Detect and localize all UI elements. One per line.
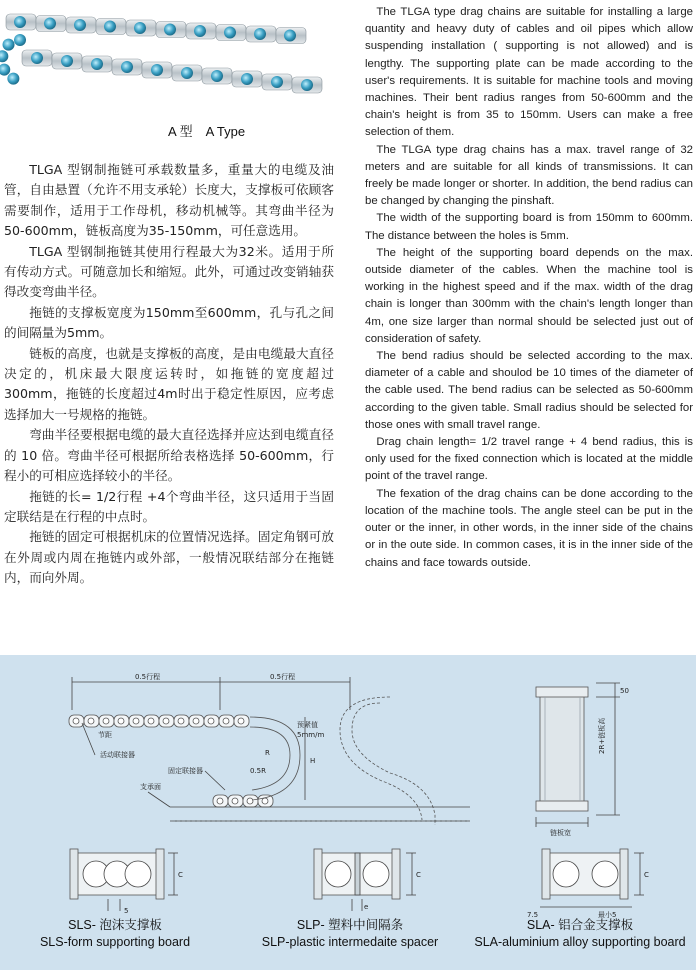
support-surface-label: 支承面 — [140, 783, 161, 791]
two-r-height-label: 2R+链板高 — [598, 717, 606, 754]
zh-paragraph: 拖链的长= 1/2行程 +4个弯曲半径，这只适用于当固定联结是在行程的中点时。 — [4, 488, 334, 524]
c-label-2: C — [416, 871, 421, 879]
r-label: R — [265, 749, 270, 757]
en-paragraph: Drag chain length= 1/2 travel range + 4 bend radius, this is only used for the fixed connection which is located at the middle point of the travel range. — [365, 436, 693, 483]
sla-caption-en: SLA-aluminium alloy supporting board — [474, 935, 686, 949]
sls-caption-zh: SLS- 泡沫支撑板 — [68, 918, 162, 932]
en-paragraph: The width of the supporting board is from 150mm to 600mm. The distance between the holes is 5mm. — [365, 212, 693, 242]
pitch-label: 节距 — [98, 731, 112, 739]
dim-7-5-label: 7.5 — [527, 911, 539, 919]
half-r-label: 0.5R — [250, 767, 266, 775]
half-travel-label: 0.5行程 — [270, 673, 296, 681]
sls-caption — [10, 917, 220, 951]
diagram-panel — [0, 655, 696, 970]
en-paragraph: The TLGA type drag chains has a max. travel range of 32 meters and are suitable for all kinds of transmissions. It can freely be made longer or shorter. In addition, the bend radius can be changed by changing the pinshaft. — [365, 143, 693, 208]
prestress-label: 预紧值 — [297, 721, 318, 729]
e-label: e — [364, 903, 369, 911]
prestress-unit: 5mm/m — [297, 731, 325, 739]
sls-board-drawing — [70, 849, 183, 915]
chinese-description — [4, 160, 334, 589]
dim-50-label: 50 — [620, 687, 629, 695]
zh-paragraph: 弯曲半径要根据电缆的最大直径选择并应达到电缆直径的 10 倍。弯曲半径可根据所给表格选择 50-600mm，行程小的可相应选择较小的半径。 — [4, 427, 334, 484]
sla-caption-zh: SLA- 铝合金支撑板 — [526, 918, 634, 932]
sla-caption — [466, 917, 694, 951]
movable-connector-label: 活动联接器 — [100, 751, 135, 759]
english-description — [365, 4, 693, 572]
en-paragraph: The bend radius should be selected according to the max. diameter of a cable and shoulod be 10 times of the diameter of the cable used. The bend radius can be selected as 50-600mm according to the given table. Small radius should be selected for those ones with small travel range. — [365, 350, 693, 431]
zh-paragraph: TLGA 型钢制拖链可承载数量多，重量大的电缆及油管，自由悬置（允许不用支承轮）长度大，支撑板可依顾客需要制作，适用于工作母机，移动机械等。其弯曲半径为50-600mm，链板高度为35-150mm，可任意选用。 — [4, 162, 334, 239]
zh-paragraph: TLGA 型钢制拖链其使用行程最大为32米。适用于所有传动方式。可随意加长和缩短。此外，可通过改变销轴获得改变弯曲半径。 — [4, 243, 334, 300]
slp-caption — [240, 917, 460, 951]
slp-caption-en: SLP-plastic intermedaite spacer — [261, 935, 439, 949]
c-label-3: C — [644, 871, 649, 879]
zh-paragraph: 链板的高度，也就是支撑板的高度，是由电缆最大直径决定的，机床最大限度运转时，如拖链的宽度超过300mm，拖链的长度超过4m时出于稳定性原因，应考虑选择加大一号规格的拖链。 — [4, 345, 334, 422]
slp-board-drawing — [314, 849, 421, 911]
min-5-label: 最小5 — [598, 911, 617, 919]
zh-paragraph: 拖链的支撑板宽度为150mm至600mm，孔与孔之间的间隔量为5mm。 — [4, 304, 334, 341]
sla-board-drawing — [527, 849, 649, 919]
en-paragraph: The TLGA type drag chains are suitable for installing a large quantity and heavy duty of cables and oil pipes which allow suspending installation ( supporting is not allowed) and is lengthy. The supporting plate can be made according to the user's requirements. It is suitable for machine tools and moving machines. Their bent radius ranges from 50-600mm and the chain's height is from 35 to 150mm. Users can make a free selection of them. — [365, 6, 693, 139]
en-paragraph: The fexation of the drag chains can be done according to the location of the machine tools. The angle steel can be put in the outer or the inner, in other words, in the inner side of the chains or in the oute side. In common cases, it is in the inner side of the chains and face towards outside. — [365, 487, 693, 569]
half-travel-label: 0.5行程 — [135, 673, 161, 681]
plate-width-label: 链板宽 — [550, 829, 571, 837]
dim-5-label: 5 — [124, 907, 129, 915]
sls-caption-en: SLS-form supporting board — [39, 935, 191, 949]
slp-caption-zh: SLP- 塑料中间隔条 — [296, 918, 404, 932]
fixed-connector-label: 固定联接器 — [168, 767, 203, 775]
en-paragraph: The height of the supporting board depends on the max. outside diameter of the cables. When the machine tool is working in the highest speed and if the max. width of the drag chain is longer than 300mm with the chain's length longer than 4m, one size larger than normal should be selected just out of consideration of safety. — [365, 246, 693, 345]
photo-caption: A 型 A Type — [168, 124, 246, 139]
c-label: C — [178, 871, 183, 879]
h-label: H — [310, 757, 316, 765]
zh-paragraph: 拖链的固定可根据机床的位置情况选择。固定角钢可放在外周或内周在拖链内或外部，一般情况联结部分在拖链内，而向外周。 — [4, 529, 334, 586]
